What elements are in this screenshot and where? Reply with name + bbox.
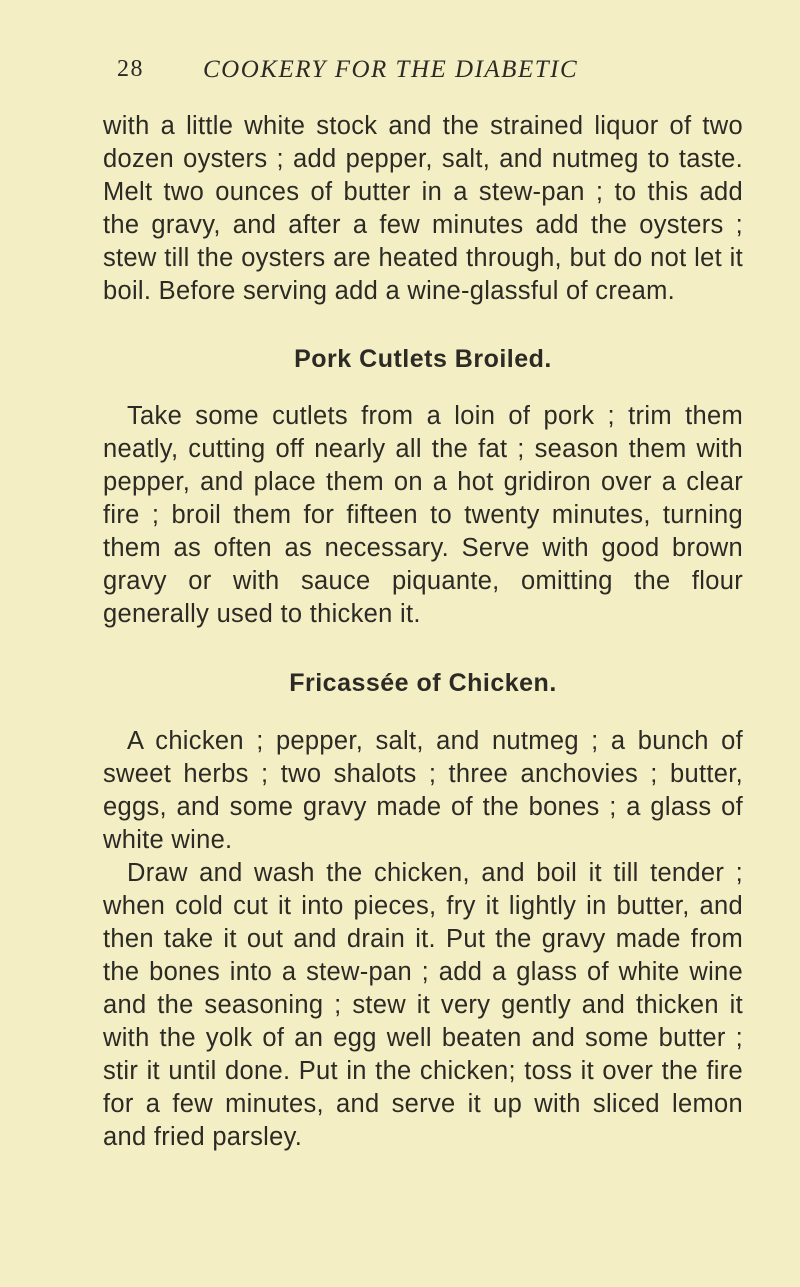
pork-paragraph: Take some cutlets from a loin of pork ; trim them neatly, cutting off nearly all the fat ; season them with pepper, and place them on a hot gridiron over a clear fire ; broil them for fifteen to twenty minutes, turning them as often as necessary. Serve with good brown gravy or with sauce piquante, omitting the flour generally used to thicken it. — [103, 402, 743, 628]
page-number: 28 — [117, 56, 144, 82]
intro-paragraph: with a little white stock and the strained liquor of two dozen oysters ; add pepper, salt, and nutmeg to taste. Melt two ounces of butter in a stew-pan ; to this add the gravy, and after a few minutes add the oysters ; stew till the oysters are heated through, but do not let it boil. Before serving add a wine-glassful of cream. — [103, 112, 743, 305]
running-head — [117, 56, 727, 96]
recipe-heading-pork-cutlets: Pork Cutlets Broiled. — [294, 345, 552, 373]
fricassee-ingredients-paragraph: A chicken ; pepper, salt, and nutmeg ; a bunch of sweet herbs ; two shalots ; three anchovies ; butter, eggs, and some gravy made of the bones ; a glass of white wine. — [103, 727, 743, 854]
recipe-heading-fricassee: Fricassée of Chicken. — [289, 669, 557, 697]
running-title: COOKERY FOR THE DIABETIC — [203, 56, 579, 83]
fricassee-method-paragraph: Draw and wash the chicken, and boil it till tender ; when cold cut it into pieces, fry it lightly in butter, and then take it out and drain it. Put the gravy made from the bones into a stew-pan ; add a glass of white wine and the seasoning ; stew it very gently and thicken it with the yolk of an egg well beaten and some butter ; stir it until done. Put in the chicken; toss it over the fire for a few minutes, and serve it up with sliced lemon and fried parsley. — [103, 859, 743, 1151]
body-text — [103, 110, 743, 1154]
